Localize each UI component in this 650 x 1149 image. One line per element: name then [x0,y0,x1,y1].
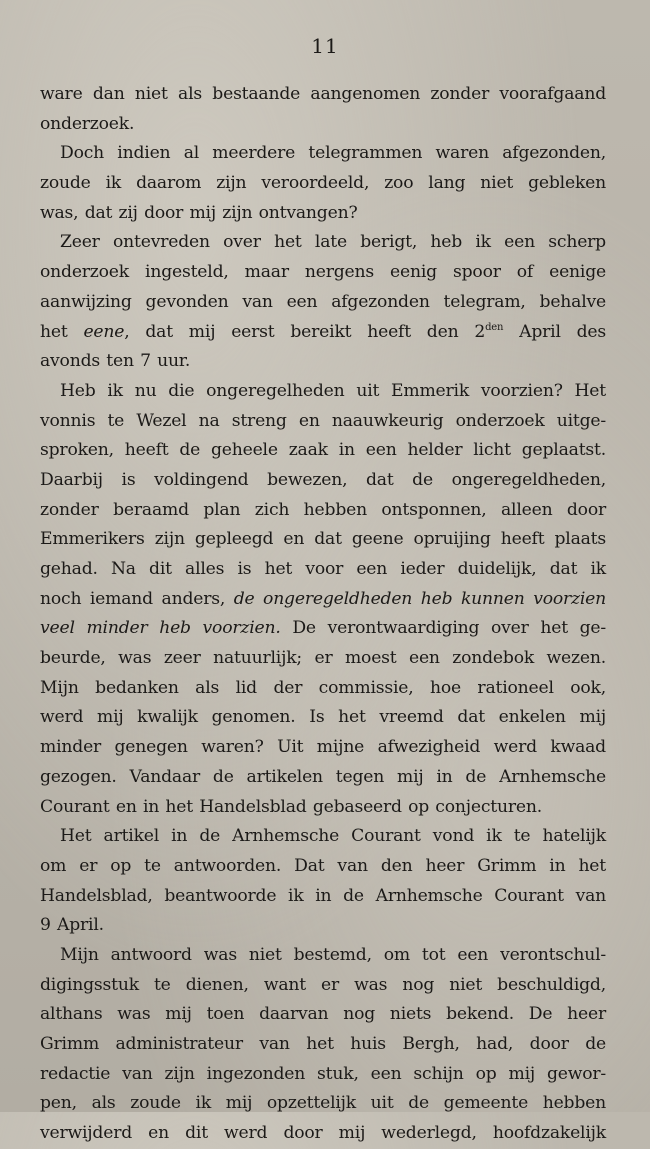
italic-emphasis: de ongeregeldheden heb kunnen voorzien [233,588,607,609]
text-line: om er op te antwoorden. Dat van den heer Grimm in het [40,855,606,876]
text-line: Doch indien al meerdere telegrammen waren afgezonden, [60,143,606,164]
text-line: Daarbij is voldingend bewezen, dat de ongeregeldheden, [40,469,606,490]
text-line: minder genegen waren? Uit mijne afwezigheid werd kwaad [40,737,606,758]
text-line: onderzoek. [40,113,135,134]
text-line: beurde, was zeer natuurlijk; er moest een zondebok wezen. [40,648,606,669]
text-line: Mijn antwoord was niet bestemd, om tot een verontschul- [60,944,606,965]
text-line: Grimm administrateur van het huis Bergh, had, door de [40,1034,606,1054]
text-line: werd mij kwalijk genomen. Is het vreemd dat enkelen mij [40,707,606,728]
text-line: ware dan niet als bestaande aangenomen zonder voorafgaand [40,84,606,104]
text-line: verwijderd en dit werd door mij wederlegd, hoofdzakelijk [40,1123,606,1144]
italic-emphasis: veel minder heb voorzien. [40,618,281,639]
text-line: Emmerikers zijn gepleegd en dat geene opruijing heeft plaats [40,529,606,550]
text-line: digingsstuk te dienen, want er was nog niet beschuldigd, [40,974,606,995]
text-line: Het artikel in de Arnhemsche Courant vond ik te hatelijk [60,826,606,847]
text-run: April des [503,321,607,342]
text-line: Zeer ontevreden over het late berigt, heb ik een scherp [60,232,606,253]
text-line: redactie van zijn ingezonden stuk, een schijn op mij gewor- [40,1063,606,1084]
text-line [40,614,606,644]
italic-emphasis: eene [83,321,125,342]
superscript: den [485,321,504,333]
text-line: althans was mij toen daarvan nog niets bekend. De heer [40,1004,606,1025]
text-run: , dat mij eerst bereikt heeft den 2 [124,321,486,342]
text-line: Courant en in het Handelsblad gebaseerd op conjecturen. [40,796,542,817]
text-line: was, dat zij door mij zijn ontvangen? [40,202,358,223]
text-line: pen, als zoude ik mij opzettelijk uit de gemeente hebben [40,1093,606,1114]
text-line: Mijn bedanken als lid der commissie, hoe rationeel ook, [40,677,606,698]
text-line: zoude ik daarom zijn veroordeeld, zoo lang niet gebleken [40,173,606,194]
text-line: gezogen. Vandaar de artikelen tegen mij in de Arnhemsche [40,766,606,787]
text-line: gehad. Na dit alles is het voor een ieder duidelijk, dat ik [40,559,606,579]
text-line: 9 April. [40,915,104,936]
text-line: aanwijzing gevonden van een afgezonden telegram, behalve [40,291,606,312]
text-line: onderzoek ingesteld, maar nergens eenig spoor of eenige [40,262,606,283]
text-line: sproken, heeft de geheele zaak in een helder licht geplaatst. [40,440,606,461]
text-line: Heb ik nu die ongeregelheden uit Emmerik voorzien? Het [60,380,606,401]
text-line: Handelsblad, beantwoorde ik in de Arnhemsche Courant van [40,885,606,906]
text-run: De verontwaardiging over het ge- [280,618,606,639]
text-line [40,585,606,615]
text-line: avonds ten 7 uur. [40,351,191,372]
text-line: zonder beraamd plan zich hebben ontsponnen, alleen door [40,499,606,520]
text-line [40,318,606,348]
text-run: noch iemand anders, [40,588,234,609]
page-number: 11 [311,34,339,58]
text-run: het [40,321,84,342]
body-text [40,80,606,1149]
text-line: vonnis te Wezel na streng en naauwkeurig onderzoek uitge- [40,410,606,431]
